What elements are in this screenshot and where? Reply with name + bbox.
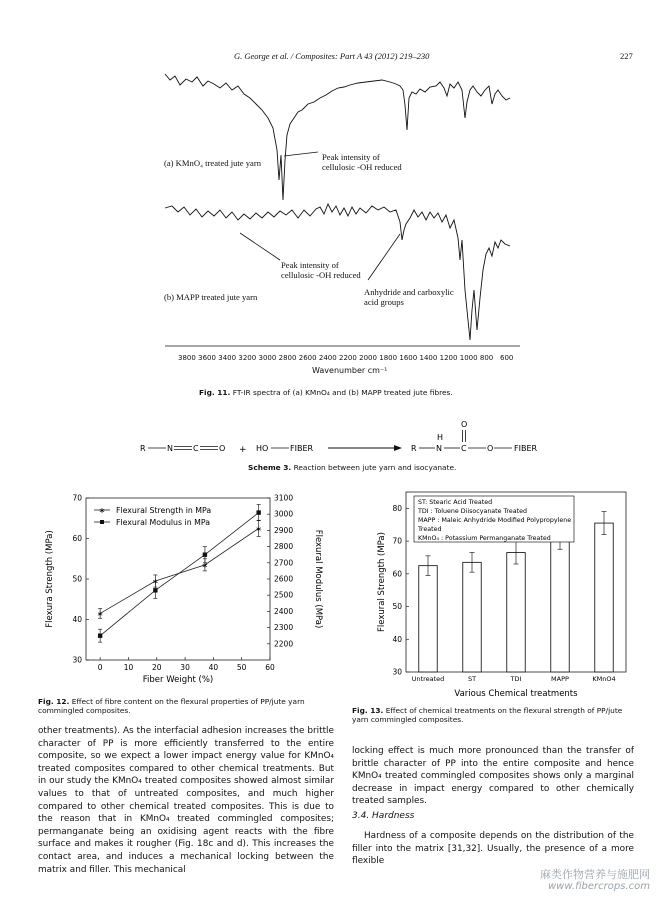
ftir-xlabel: Wavenumber cm⁻¹: [312, 366, 388, 375]
scheme-ho: HO: [256, 444, 269, 453]
fig12-series-line-1: [100, 528, 259, 613]
fig12-ytick-label: 30: [72, 655, 82, 665]
fig12-xtick-label: 30: [180, 663, 190, 672]
ftir-spectra-figure: [0, 60, 672, 380]
fig12-point-modulus: [153, 588, 157, 592]
scheme-fiber1: FIBER: [290, 444, 314, 453]
fig13-ytick-label: 70: [392, 536, 402, 546]
arrow-a: [284, 152, 318, 156]
fig13-ytick-label: 50: [392, 602, 402, 612]
fig13-bar: [507, 553, 525, 672]
ftir-tick-label: 1000: [459, 354, 478, 362]
fig13-bar: [463, 562, 481, 672]
scheme-r2: R: [411, 444, 417, 453]
fig12-y2tick-label: 2400: [274, 606, 294, 616]
fig13-category-label: TDI: [510, 675, 522, 683]
fig12-series-line-2: [100, 513, 259, 636]
fig12-point-modulus: [203, 553, 207, 557]
fig13-ytick-label: 60: [392, 569, 402, 579]
scheme-r1: R: [140, 444, 146, 453]
fig12-y2tick-label: 3100: [274, 493, 294, 503]
fig12-xlabel: Fiber Weight (%): [142, 675, 214, 685]
fig12-point-strength: ∗: [255, 524, 263, 534]
ftir-tick-label: 3800: [178, 354, 196, 362]
fig12-xtick-label: 20: [151, 663, 162, 672]
scheme-3-diagram: [0, 415, 672, 465]
fig13-legend-line: ST: Stearic Acid Treated: [418, 499, 493, 506]
ftir-tick-label: 3200: [238, 354, 257, 362]
scheme3-caption-label: Scheme 3.: [248, 463, 292, 472]
ftir-tick-label: 2000: [359, 354, 377, 362]
fig13-xlabel: Various Chemical treatments: [454, 689, 578, 699]
watermark-cn: 麻类作物营养与施肥网: [540, 868, 650, 881]
fig13-category-label: ST: [467, 675, 477, 683]
fig12-y2tick-label: 2300: [274, 623, 294, 633]
fig12-y2label: Flexural Modulus (MPa): [313, 529, 323, 629]
fig12-caption: [38, 697, 334, 716]
scheme-o2: O: [487, 444, 494, 453]
fig12-legend-marker-2: [100, 520, 104, 524]
ftir-spectrum-a: [165, 74, 510, 200]
fig12-caption-label: Fig. 12.: [38, 697, 70, 706]
fig13-bar: [595, 523, 613, 672]
running-title: G. George et al. / Composites: Part A 43 (2012) 219–230: [234, 51, 430, 61]
scheme-o1: O: [219, 444, 226, 453]
fig12-y2tick-label: 2600: [274, 574, 294, 584]
fig12-point-strength: ∗: [201, 560, 209, 570]
ftir-annotation-a: Peak intensity of cellulosic -OH reduced: [322, 152, 402, 172]
fig12-point-strength: ∗: [152, 577, 159, 587]
scheme3-caption: [248, 463, 456, 472]
fig13-bar: [419, 566, 437, 672]
ftir-tick-labels: [0, 354, 672, 364]
fig12-xtick-label: 50: [236, 663, 247, 672]
ftir-tick-label: 3000: [258, 354, 277, 362]
fig12-caption-text: Effect of fibre content on the flexural properties of PP/jute yarn commingled composites.: [38, 697, 305, 716]
scheme-c1: C: [193, 444, 199, 453]
ftir-annotation-b1: Peak intensity of cellulosic -OH reduced: [281, 260, 361, 280]
fig11-caption: [199, 388, 453, 397]
fig12-xtick-label: 0: [97, 663, 103, 672]
ftir-label-b: (b) MAPP treated jute yarn: [164, 292, 258, 302]
ftir-tick-label: 1200: [439, 354, 458, 362]
scheme-h: H: [437, 433, 444, 442]
ftir-tick-label: 2400: [318, 354, 337, 362]
ftir-tick-label: 600: [500, 354, 514, 362]
right-column-text: locking effect is much more pronounced than the transfer of brittle character of PP into the entire composite and hence KMnO₄ treated commingled composites shows only a marginal decrease in impact energy compared to other chemically treated samples.: [352, 746, 634, 807]
fig13-category-label: Untreated: [411, 675, 445, 683]
fig12-ylabel: Flexura Strength (MPa): [45, 530, 55, 628]
fig12-chart: [38, 486, 344, 696]
fig12-point-modulus: [98, 634, 102, 638]
fig12-y2tick-label: 2500: [274, 590, 294, 600]
ftir-tick-label: 3400: [218, 354, 237, 362]
fig13-caption-text: Effect of chemical treatments on the flexural strength of PP/jute yarn commingled composites.: [352, 706, 623, 725]
fig13-ytick-label: 30: [392, 667, 402, 677]
watermark-url: www.fibercrops.com: [548, 881, 650, 892]
scheme-n2: N: [436, 444, 442, 453]
ftir-tick-label: 1400: [419, 354, 438, 362]
fig13-legend-line: KMnO₄ : Potassium Permanganate Treated: [418, 535, 551, 542]
ftir-tick-label: 2800: [278, 354, 297, 362]
page-number: 227: [620, 51, 633, 61]
fig13-legend-line: TDI : Toluene Diisocyanate Treated: [418, 508, 527, 515]
section-heading: 3.4. Hardness: [352, 811, 415, 821]
fig13-legend-line: MAPP : Maleic Anhydride Modified Polypropylene: [418, 517, 572, 524]
fig13-ylabel: Flexural Strength (MPa): [377, 532, 387, 632]
fig12-y2tick-label: 3000: [274, 509, 294, 519]
fig13-caption-label: Fig. 13.: [352, 706, 384, 715]
fig12-y2tick-label: 2900: [274, 525, 294, 535]
scheme3-caption-text: Reaction between jute yarn and isocyanate.: [293, 463, 457, 472]
fig12-xtick-label: 60: [265, 663, 275, 672]
ftir-tick-label: 3600: [198, 354, 216, 362]
fig12-point-strength: ∗: [96, 609, 104, 619]
fig13-caption: [352, 706, 634, 725]
fig11-caption-text: FT-IR spectra of (a) KMnO₄ and (b) MAPP treated jute fibres.: [232, 388, 453, 397]
fig13-category-label: KMnO4: [592, 675, 616, 683]
fig11-caption-label: Fig. 11.: [199, 388, 231, 397]
fig12-legend-entry-1: Flexural Strength in MPa: [116, 506, 212, 515]
ftir-tick-label: 1800: [379, 354, 398, 362]
fig13-ytick-label: 80: [392, 503, 402, 513]
fig12-legend-entry-2: Flexural Modulus in MPa: [116, 518, 210, 527]
arrow-b2: [368, 234, 400, 280]
scheme-plus: +: [239, 445, 247, 455]
fig13-ytick-label: 40: [392, 634, 402, 644]
fig13-bar: [551, 539, 569, 672]
fig13-chart: [350, 488, 640, 702]
fig12-ytick-label: 70: [72, 493, 82, 503]
fig12-legend-marker-1: ∗: [98, 506, 106, 515]
ftir-tick-label: 2600: [298, 354, 317, 362]
ftir-annotation-b2: Anhydride and carboxylic acid groups: [364, 287, 454, 307]
fig12-y2tick-label: 2800: [274, 542, 294, 552]
ftir-tick-label: 1600: [399, 354, 418, 362]
right-column-text-2: Hardness of a composite depends on the distribution of the filler into the matrix [31,32]. Usually, the presence of a more flexible: [352, 831, 634, 867]
fig12-xtick-label: 10: [123, 663, 134, 672]
left-column-text: other treatments). As the interfacial adhesion increases the brittle character of PP is more efficiently transferred to the entire composite, so we expect a lower impact energy value for KMnO₄ treated composites compared to other chemical treatments. But in our study the KMnO₄ treated composites showed almost similar values to that of untreated composites, and much higher compared to other chemical treated composites. This is due to the reason that in KMnO₄ treated commingled composites; permanganate being an oxidising agent reacts with the fibre surface and makes it rougher (Fig. 18c and d). This increases the contact area, and induces a mechanical locking between the matrix and filler. This mechanical: [38, 726, 334, 875]
scheme-n1: N: [167, 444, 173, 453]
fig12-ytick-label: 60: [72, 534, 82, 543]
fig12-y2tick-label: 2700: [274, 558, 294, 568]
scheme-c2: C: [461, 444, 467, 453]
fig12-ytick-label: 50: [72, 574, 82, 584]
fig13-legend-line: Treated: [418, 526, 442, 533]
arrow-b1: [240, 233, 280, 260]
fig13-category-label: MAPP: [551, 675, 569, 683]
ftir-tick-label: 800: [479, 354, 494, 362]
fig12-y2tick-label: 2200: [274, 639, 294, 649]
fig12-ytick-label: 40: [72, 615, 82, 624]
ftir-label-a: (a) KMnO₄ treated jute yarn: [164, 158, 262, 168]
fig12-xtick-label: 40: [208, 663, 219, 672]
scheme-fiber2: FIBER: [514, 444, 538, 453]
scheme-o-top: O: [461, 420, 468, 429]
fig12-point-modulus: [256, 510, 260, 514]
ftir-tick-label: 2200: [339, 354, 357, 362]
